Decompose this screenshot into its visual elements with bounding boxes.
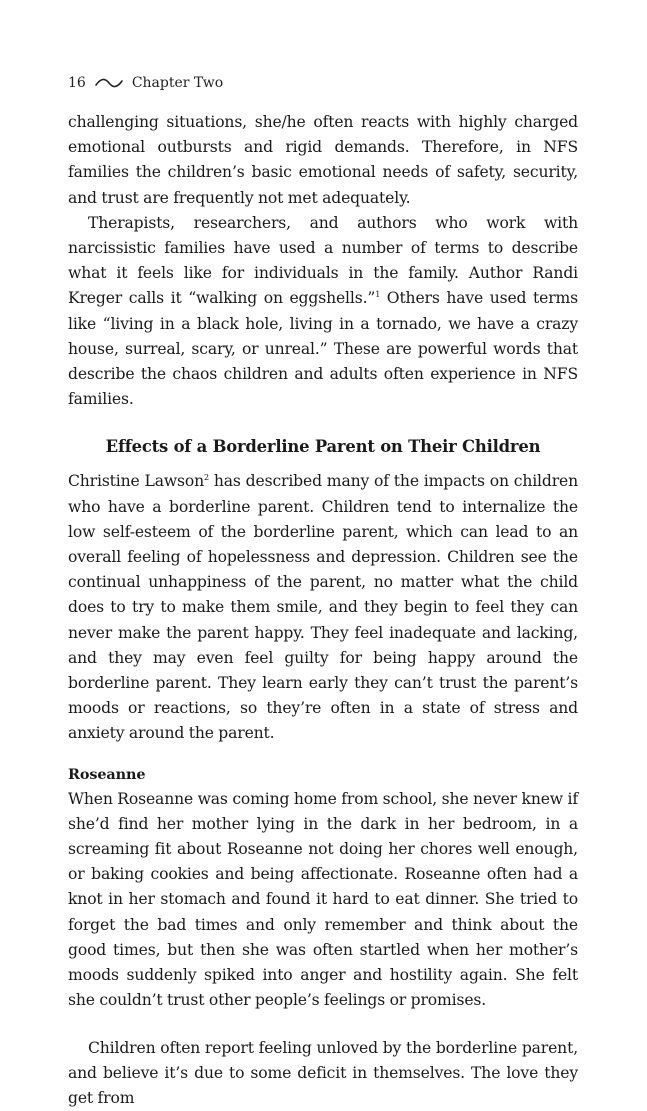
book-page — [68, 70, 578, 1111]
paragraph-text: has described many of the impacts on children who have a borderline parent. Children tend to internalize the low self-esteem of the borderline parent, which can lead to an overall feeling of hopelessness and depression. Children see the continual unhappiness of the parent, no matter what the child does to try to make them smile, and they begin to feel they can never make the parent happy. They feel inadequate and lacking, and they may even feel guilty for being happy around the borderline parent. They learn early they can’t trust the parent’s moods or reactions, so they’re often in a state of stress and anxiety around the parent. — [68, 472, 578, 742]
running-head — [68, 70, 578, 96]
footnote-ref: 2 — [204, 473, 209, 482]
paragraph-text: Christine Lawson — [68, 472, 204, 490]
case-subheading: Roseanne — [68, 763, 578, 787]
paragraph-text: Therapists, researchers, and authors who work with narcissistic families have used a number of terms to describe what it feels like for individuals in the family. Author Randi Kreger calls it “walking on eggshells.” — [68, 214, 578, 308]
paragraph-lawson — [68, 469, 578, 746]
paragraph-text: Others have used terms like “living in a black hole, living in a tornado, we have a crazy house, surreal, scary, or unreal.” These are powerful words that describe the chaos children and adults often experience in NFS families. — [68, 289, 578, 408]
swash-ornament-icon — [94, 76, 124, 90]
chapter-title: Chapter Two — [132, 75, 223, 91]
paragraph-terms — [68, 211, 578, 413]
paragraph-roseanne: When Roseanne was coming home from school, she never knew if she’d find her mother lying in the dark in her bedroom, in a screaming fit about Roseanne not doing her chores well enough, or baking cookies and being affectionate. Roseanne often had a knot in her stomach and found it hard to eat dinner. She tried to forget the bad times and only remember and think about the good times, but then she was often startled when her mother’s moods suddenly spiked into anger and hostility again. She felt she couldn’t trust other people’s feelings or promises. — [68, 787, 578, 1014]
page-number: 16 — [68, 75, 86, 91]
paragraph-unloved: Children often report feeling unloved by the borderline parent, and believe it’s due to some deficit in themselves. The love they get from — [68, 1036, 578, 1111]
footnote-ref: 1 — [375, 290, 380, 299]
body-text — [68, 110, 578, 1111]
paragraph-continuation: challenging situations, she/he often reacts with highly charged emotional outbursts and rigid demands. Therefore, in NFS families the children’s basic emotional needs of safety, security, and trust are frequently not met adequately. — [68, 110, 578, 211]
section-heading: Effects of a Borderline Parent on Their Children — [68, 434, 578, 459]
paragraph-gap — [68, 1014, 578, 1036]
